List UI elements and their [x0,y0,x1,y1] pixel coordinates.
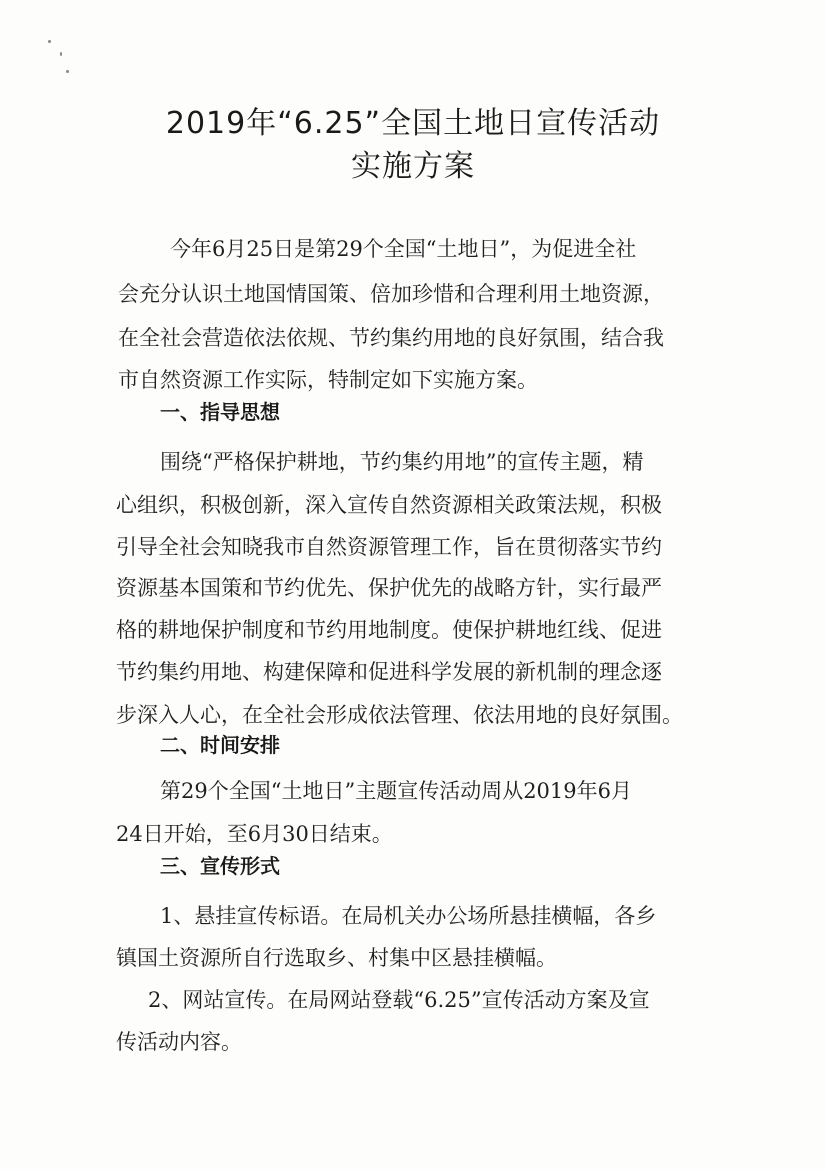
intro-line: 市自然资源工作实际，特制定如下实施方案。 [118,368,538,392]
intro-line: 今年6月25日是第29个全国“土地日”，为促进全社 [170,237,637,261]
scan-speck [60,52,62,56]
intro-line: 会充分认识土地国情国策、倍加珍惜和合理利用土地资源， [118,282,664,306]
section2-line: 24日开始，至6月30日结束。 [116,822,393,846]
document-title-line2: 实施方案 [351,149,475,184]
section3-line: 2、网站宣传。在局网站登载“6.25”宣传活动方案及宣 [148,988,650,1012]
section1-line: 围绕“严格保护耕地，节约集约用地”的宣传主题，精 [160,450,644,474]
intro-line: 在全社会营造依法依规、节约集约用地的良好氛围，结合我 [118,326,664,350]
section1-line: 格的耕地保护制度和节约用地制度。使保护耕地红线、促进 [116,618,662,642]
document-title-line1: 2019年“6.25”全国土地日宣传活动 [165,106,661,141]
section3-line: 镇国土资源所自行选取乡、村集中区悬挂横幅。 [116,946,557,970]
section-heading-publicity-forms: 三、宣传形式 [160,854,280,878]
section2-line: 第29个全国“土地日”主题宣传活动周从2019年6月 [160,779,632,803]
section1-line: 引导全社会知晓我市自然资源管理工作，旨在贯彻落实节约 [116,535,662,559]
section3-line: 1、悬挂宣传标语。在局机关办公场所悬挂横幅，各乡 [160,904,657,928]
section-heading-schedule: 二、时间安排 [160,733,280,757]
section-heading-guiding-ideology: 一、指导思想 [160,400,280,424]
section3-line: 传活动内容。 [116,1030,242,1054]
section1-line: 步深入人心，在全社会形成依法管理、依法用地的良好氛围。 [116,703,683,727]
section1-line: 心组织，积极创新，深入宣传自然资源相关政策法规，积极 [116,493,662,517]
section1-line: 资源基本国策和节约优先、保护优先的战略方针，实行最严 [116,576,662,600]
section1-line: 节约集约用地、构建保障和促进科学发展的新机制的理念逐 [116,660,662,684]
scan-speck [66,70,69,73]
scan-speck [48,40,51,43]
